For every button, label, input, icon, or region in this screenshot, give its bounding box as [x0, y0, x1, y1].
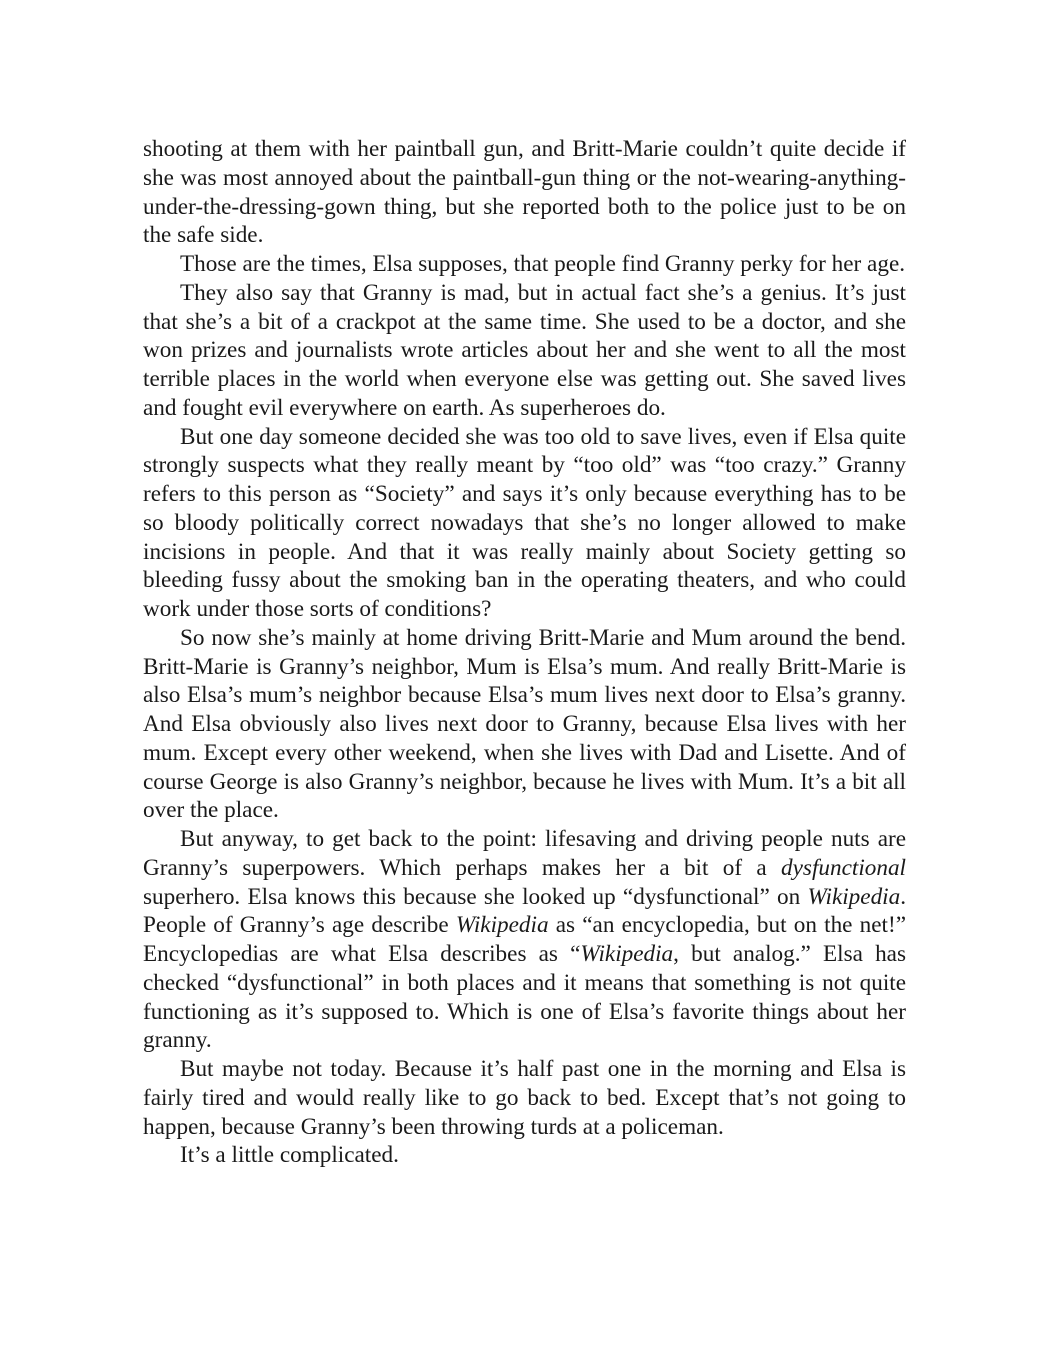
paragraph: [143, 624, 906, 825]
text-run: But one day someone decided she was too old to save lives, even if Elsa quite strongly suspects what they really meant by “too old” was “too crazy.” Granny refers to this person as “Society” and says it’s only because everything has to be so bloody politically correct nowadays that she’s no longer allowed to make incisions in people. And that it was really mainly about Society getting so bleeding fussy about the smoking ban in the operating theaters, and who could work under those sorts of conditions?: [143, 423, 906, 622]
text-run: as “an encyclopedia, but on the net!” Encyclopedias are what Elsa describes as “: [143, 912, 906, 967]
text-run: shooting at them with her paintball gun, and Britt-Marie couldn’t quite decide if she was most annoyed about the paintball-gun thing or the not-wearing-anything-under-the-dressing-gown thing, but she reported both to the police just to be on the safe side.: [143, 136, 906, 249]
text-run: So now she’s mainly at home driving Britt-Marie and Mum around the bend. Britt-Marie is Granny’s neighbor, Mum is Elsa’s mum. And really Britt-Marie is also Elsa’s mum’s neighbor because Elsa’s mum lives next door to Elsa’s granny. And Elsa obviously also lives next door to Granny, because Elsa lives with her mum. Except every other weekend, when she lives with Dad and Lisette. And of course George is also Granny’s neighbor, because he lives with Mum. It’s a bit all over the place.: [143, 624, 906, 824]
paragraph: [143, 135, 906, 250]
paragraph: [143, 1141, 906, 1170]
italic-text-run: Wikipedia: [455, 912, 549, 939]
text-run: Those are the times, Elsa supposes, that people find Granny perky for her age.: [180, 251, 906, 277]
paragraph: [143, 250, 906, 279]
italic-text-run: Wikipedia: [580, 941, 674, 967]
text-run: But maybe not today. Because it’s half past one in the morning and Elsa is fairly tired and would really like to go back to bed. Except that’s not going to happen, because Granny’s been throwing turds at a policeman.: [143, 1056, 906, 1140]
body-text: [143, 135, 906, 1170]
text-run: . People of Granny’s age describe: [143, 883, 906, 939]
text-run: It’s a little complicated.: [180, 1142, 399, 1169]
paragraph: [143, 1055, 906, 1141]
text-run: They also say that Granny is mad, but in actual fact she’s a genius. It’s just that she’s a bit of a crackpot at the same time. She used to be a doctor, and she won prizes and journalists wrote articles about her and she went to all the most terrible places in the world when everyone else was getting out. She saved lives and fought evil everywhere on earth. As superheroes do.: [143, 279, 906, 421]
paragraph: [143, 279, 906, 423]
italic-text-run: Wikipedia: [807, 883, 901, 910]
text-run: But anyway, to get back to the point: lifesaving and driving people nuts are Granny’s superpowers. Which perhaps makes her a bit of a: [143, 826, 906, 881]
italic-text-run: dysfunctional: [781, 854, 906, 881]
text-run: , but analog.” Elsa has checked “dysfunctional” in both places and it means that something is not quite functioning as it’s supposed to. Which is one of Elsa’s favorite things about her granny.: [143, 941, 906, 1054]
text-run: superhero. Elsa knows this because she looked up “dysfunctional” on: [143, 883, 808, 910]
paragraph: [143, 825, 906, 1055]
paragraph: [143, 423, 906, 624]
